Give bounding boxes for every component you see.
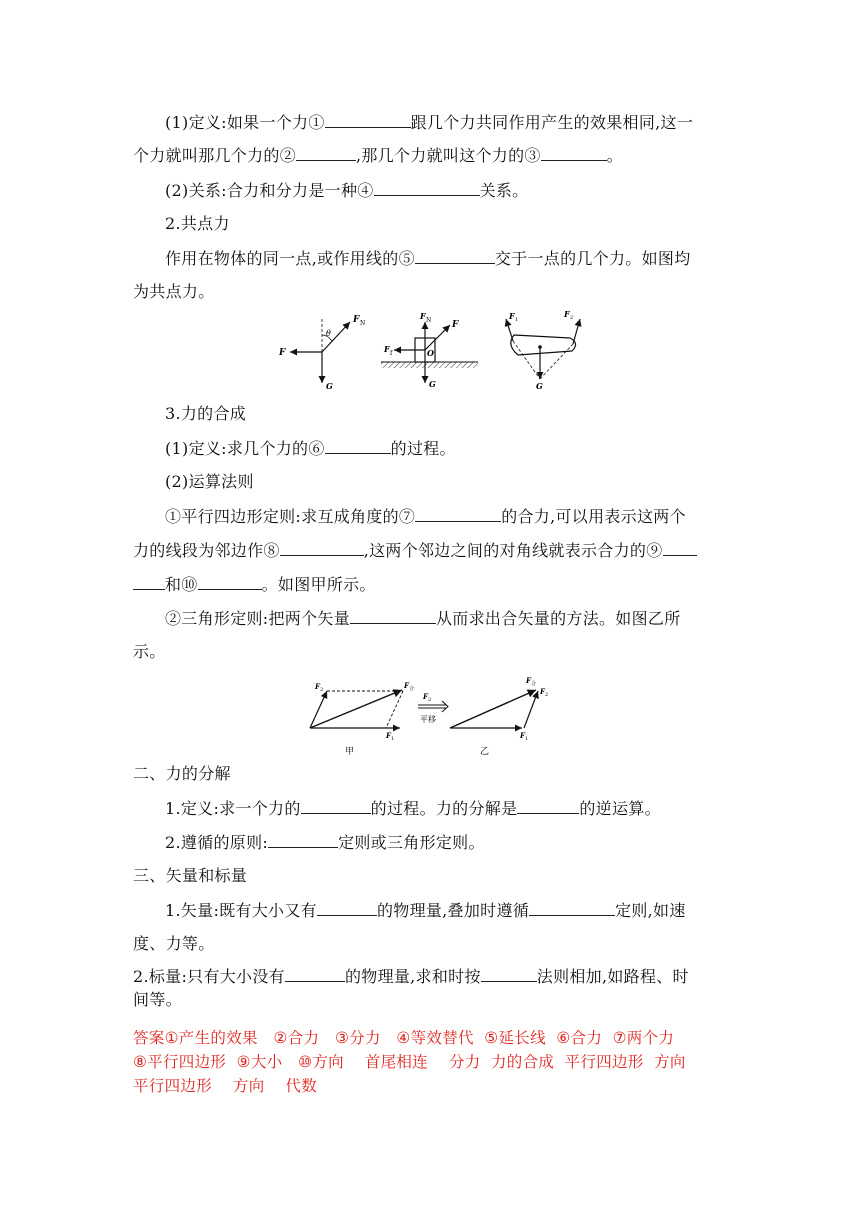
blank-2[interactable] xyxy=(296,145,356,161)
vector-line-2: 度、力等。 xyxy=(133,934,215,953)
triangle-line-1 xyxy=(165,608,681,629)
label-f1: F xyxy=(509,311,515,321)
text: ②三角形定则:把两个矢量 xyxy=(165,609,350,628)
text: 1.矢量:既有大小又有 xyxy=(165,901,317,920)
label-f1: F xyxy=(520,731,525,740)
text: 2.遵循的原则: xyxy=(165,833,269,852)
blank-4[interactable] xyxy=(374,180,480,196)
section-heading: 三、矢量和标量 xyxy=(133,866,248,885)
label-o: O xyxy=(427,348,434,358)
blank-18[interactable] xyxy=(481,966,537,982)
blank-17[interactable] xyxy=(285,966,345,982)
text: 作用在物体的同一点,或作用线的⑤ xyxy=(165,249,415,268)
text: 的物理量,叠加时遵循 xyxy=(376,901,530,920)
label-f1-sub: 1 xyxy=(525,736,529,742)
blank-16[interactable] xyxy=(529,900,615,916)
section-heading: 2.共点力 xyxy=(165,214,230,233)
def-line-1 xyxy=(165,112,693,133)
text: 法则相加,如路程、时 xyxy=(536,967,689,986)
label-f1-sub: 1 xyxy=(515,317,519,323)
label-f: F xyxy=(279,348,286,358)
text: 从而求出合矢量的方法。如图乙所 xyxy=(436,609,681,628)
text: 的过程。 xyxy=(390,439,456,458)
text: 关系。 xyxy=(479,181,529,200)
label-f1: F xyxy=(386,731,391,740)
scalar-line-2: 间等。 xyxy=(133,990,182,1009)
text: 的物理量,求和时按 xyxy=(344,967,481,986)
blank-12[interactable] xyxy=(301,798,371,814)
blank-7[interactable] xyxy=(415,506,501,522)
label-f2: F xyxy=(540,687,545,696)
label-g: G xyxy=(326,381,333,391)
figure-yi xyxy=(450,676,548,757)
concurrent-line-2: 为共点力。 xyxy=(133,282,215,301)
parallelogram-line-1 xyxy=(165,506,686,527)
label-fhe-sub: 合 xyxy=(531,681,537,687)
triangle-line-2: 示。 xyxy=(133,642,166,661)
label-f2-sub: 2 xyxy=(545,692,549,698)
section-heading: 二、力的分解 xyxy=(133,764,231,783)
label-fhe: F xyxy=(404,681,409,690)
translate-arrow xyxy=(418,692,448,724)
label-f2: F xyxy=(564,309,570,319)
label-fn: F xyxy=(420,311,426,321)
answer-line-3: 平行四边形 方向 代数 xyxy=(133,1077,318,1095)
figure-jia xyxy=(310,681,414,757)
composition-def xyxy=(165,438,456,459)
figure-1 xyxy=(278,315,365,391)
blank-14[interactable] xyxy=(268,832,338,848)
blank-9b[interactable] xyxy=(133,574,165,590)
text: 的合力,可以用表示这两个 xyxy=(501,507,686,526)
text: 定则,如速 xyxy=(615,901,686,920)
blank-5[interactable] xyxy=(415,248,495,264)
blank-1[interactable] xyxy=(325,112,411,128)
section-heading: 3.力的合成 xyxy=(165,404,247,423)
label-g: G xyxy=(429,379,436,389)
text: 定则或三角形定则。 xyxy=(338,833,485,852)
label-fn: F xyxy=(353,315,360,325)
label-f: F xyxy=(452,320,459,330)
label-translate: 平移 xyxy=(420,715,436,724)
decomposition-def xyxy=(165,798,661,819)
vector-rule-figures xyxy=(300,670,570,760)
concurrent-line-1 xyxy=(165,248,691,269)
figure-3 xyxy=(506,309,580,391)
text: 和⑩ xyxy=(165,575,198,594)
label-fn-sub: N xyxy=(360,320,366,327)
vector-line-1 xyxy=(165,900,686,921)
text: (1)定义:如果一个力① xyxy=(165,113,325,132)
label-fhe-sub: 合 xyxy=(409,686,415,692)
label-f2: F xyxy=(423,692,428,701)
subheading: (2)运算法则 xyxy=(165,472,254,491)
text: ,那几个力就叫这个力的③ xyxy=(356,146,541,165)
scalar-line-1 xyxy=(133,966,689,987)
blank-9a[interactable] xyxy=(663,540,697,556)
text: 。 xyxy=(606,146,624,165)
text: 的逆运算。 xyxy=(579,799,661,818)
label-ff: F xyxy=(384,344,390,354)
label-f2: F xyxy=(315,682,320,691)
blank-10[interactable] xyxy=(198,574,262,590)
parallelogram-line-3 xyxy=(133,574,376,595)
parallelogram-line-2 xyxy=(133,540,697,561)
figure-2 xyxy=(381,311,478,389)
answer-line-1: 答案①产生的效果 ②合力 ③分力 ④等效替代 ⑤延长线 ⑥合力 ⑦两个力 xyxy=(133,1029,675,1047)
text: (2)关系:合力和分力是一种④ xyxy=(165,181,374,200)
relation-line xyxy=(165,180,528,201)
text: 2.标量:只有大小没有 xyxy=(133,967,285,986)
blank-11[interactable] xyxy=(350,608,436,624)
blank-6[interactable] xyxy=(325,438,391,454)
text: 1.定义:求一个力的 xyxy=(165,799,301,818)
text: 个力就叫那几个力的② xyxy=(133,146,297,165)
label-f2-sub: 2 xyxy=(428,697,432,703)
text: 力的线段为邻边作⑧ xyxy=(133,541,280,560)
label-f2-sub: 2 xyxy=(570,315,574,321)
text: 交于一点的几个力。如图均 xyxy=(494,249,691,268)
caption-yi: 乙 xyxy=(480,747,490,757)
label-theta: θ xyxy=(326,329,331,338)
blank-3[interactable] xyxy=(541,145,607,161)
label-g: G xyxy=(536,381,543,391)
label-fn-sub: N xyxy=(426,317,432,324)
text: ①平行四边形定则:求互成角度的⑦ xyxy=(165,507,416,526)
text: 。如图甲所示。 xyxy=(261,575,376,594)
blank-8[interactable] xyxy=(280,540,364,556)
decomposition-rule xyxy=(165,832,485,853)
blank-15[interactable] xyxy=(317,900,377,916)
label-f2-sub: 2 xyxy=(320,687,324,693)
text: 跟几个力共同作用产生的效果相同,这一 xyxy=(410,113,694,132)
caption-jia: 甲 xyxy=(345,747,355,757)
def-line-2 xyxy=(133,145,623,166)
text: ,这两个邻边之间的对角线就表示合力的⑨ xyxy=(363,541,663,560)
concurrent-forces-figures xyxy=(270,305,600,395)
text: 的过程。力的分解是 xyxy=(370,799,518,818)
label-fhe: F xyxy=(526,676,531,685)
answer-line-2: ⑧平行四边形 ⑨大小 ⑩方向 首尾相连 分力 力的合成 平行四边形 方向 xyxy=(133,1053,686,1071)
label-ff-sub: f xyxy=(390,350,393,357)
text: (1)定义:求几个力的⑥ xyxy=(165,439,325,458)
blank-13[interactable] xyxy=(517,798,579,814)
label-f1-sub: 1 xyxy=(391,736,395,742)
